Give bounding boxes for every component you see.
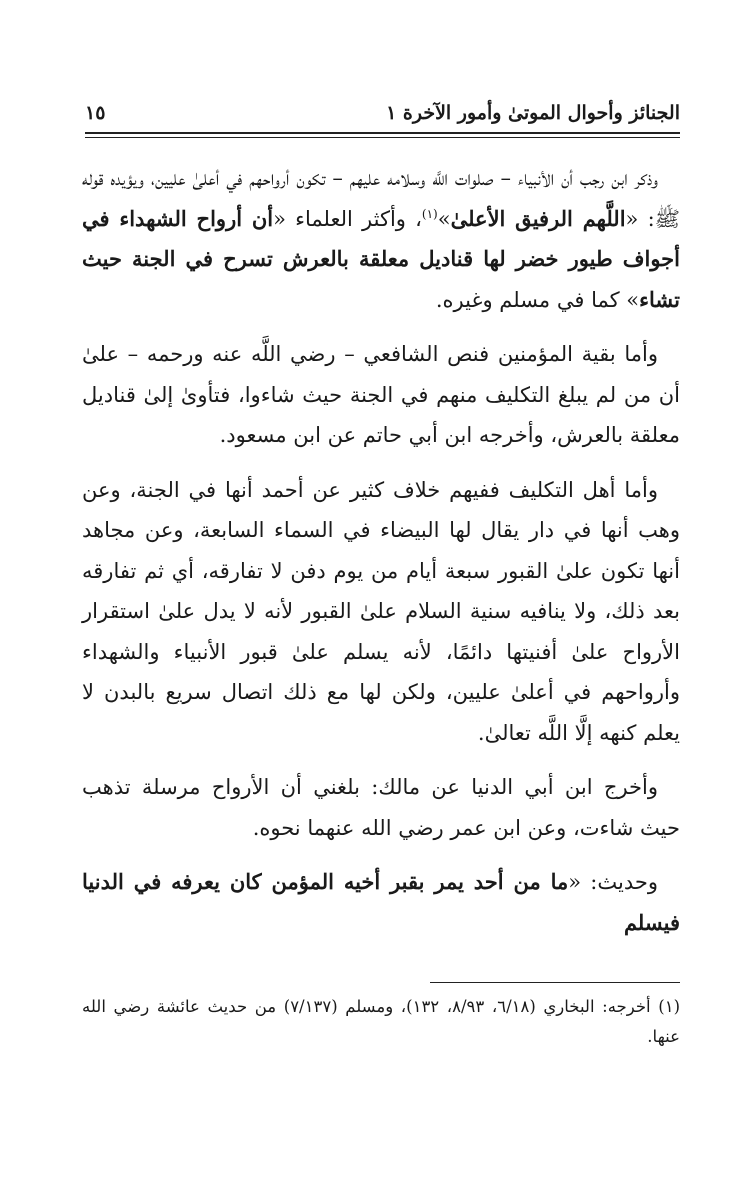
paragraph-5 [82,862,680,943]
quote-close: » [437,206,451,231]
paragraph-text: ، وأكثر العلماء « [273,206,422,231]
header-rule-thick [85,132,680,134]
hadith-quote: ما من أحد يمر بقبر أخيه المؤمن كان يعرفه في الدنيا فيسلم [82,869,680,935]
hadith-quote: اللَّهم الرفيق الأعلىٰ [450,205,626,231]
footnotes [82,992,680,1052]
paragraph-text: وحديث: « [568,870,658,894]
paragraph-3: وأما أهل التكليف ففيهم خلاف كثير عن أحمد أنها في الجنة، وعن وهب أنها في دار يقال لها البيضاء في السماء السابعة، وعن مجاهد أنها تكون علىٰ القبور سبعة أيام من يوم دفن لا تفارقه، أي ثم تفارقه بعد ذلك، ولا ينافيه سنية السلام علىٰ القبور لأنه لا يدل علىٰ استقرار الأرواح علىٰ أفنيتها دائمًا، لأنه يسلم علىٰ قبور الأنبياء والشهداء وأرواحهم في أعلىٰ عليين، ولكن لها مع ذلك اتصال سريع بالبدن لا يعلم كنهه إلَّا اللَّه تعالىٰ. [82,477,680,745]
header-rule-thin [85,137,680,138]
paragraph-4: وأخرج ابن أبي الدنيا عن مالك: بلغني أن الأرواح مرسلة تذهب حيث شاءت، وعن ابن عمر رضي الله عنهما نحوه. [82,775,680,840]
paragraph-1 [82,158,680,320]
main-text [82,158,680,955]
footnote-reference[interactable]: (١) [421,206,438,221]
paragraph-text: » كما في مسلم وغيره. [435,287,640,312]
chapter-title: الجنائز وأحوال الموتىٰ وأمور الآخرة ١ [386,102,680,124]
paragraph-2: وأما بقية المؤمنين فنص الشافعي – رضي اللَّه عنه ورحمه – علىٰ أن من لم يبلغ التكليف منهم في الجنة حيث شاءوا، فتأوىٰ إلىٰ قناديل معلقة بالعرش، وأخرجه ابن أبي حاتم عن ابن مسعود. [82,342,680,447]
footnote-rule [430,982,680,983]
running-header [85,95,680,131]
page-number: ١٥ [85,102,106,124]
paragraph-text: وذكر ابن رجب أن الأنبياء – صلوات اللَّه وسلامه عليهم – تكون أرواحهم في أعلىٰ عليين، ويؤيده قوله ﷺ: « [82,166,681,231]
hadith-quote: أن أرواح الشهداء في أجواف طيور خضر لها قناديل معلقة بالعرش تسرح في الجنة حيث تشاء [82,205,680,312]
footnote-1: (١) أخرجه: البخاري (٦/١٨، ٨/٩٣، ١٣٢)، ومسلم (٧/١٣٧) من حديث عائشة رضي الله عنها. [82,997,680,1046]
